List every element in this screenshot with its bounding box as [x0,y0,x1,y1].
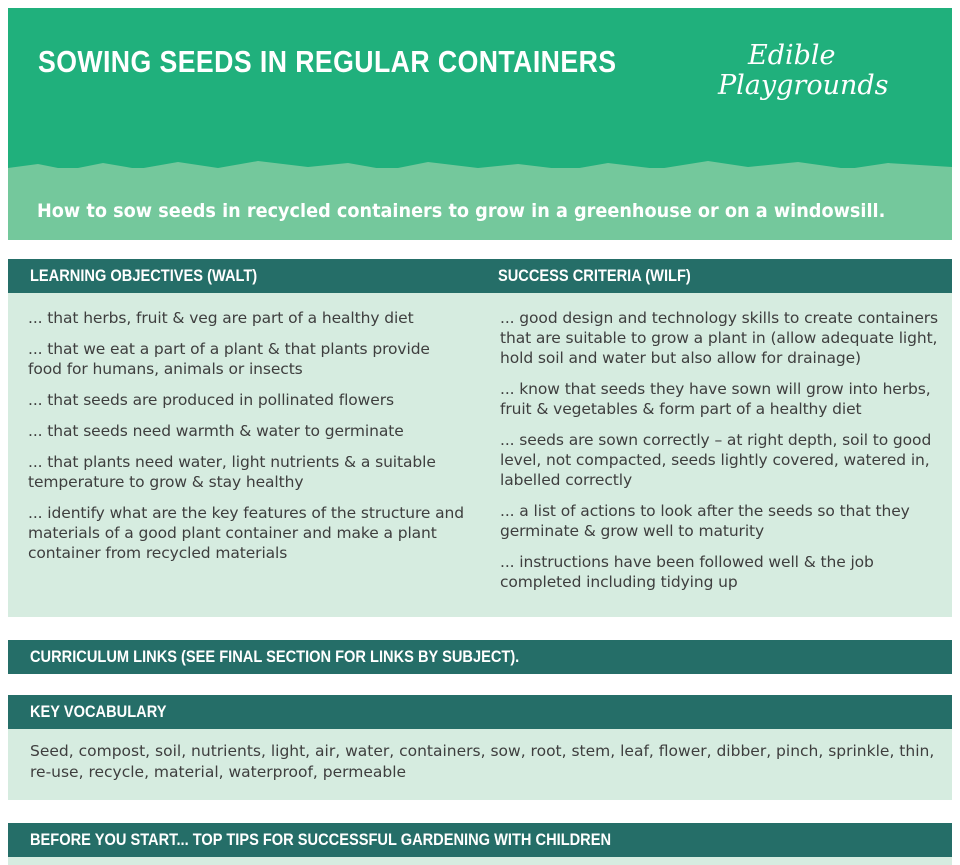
criteria-item: ... good design and technology skills to create containers that are suitable to grow a plant in (allow adequate light, hold soil and water but also allow for drainage) [500,309,939,367]
logo-line-1: Edible [748,40,836,71]
logo-line-2: Playgrounds [718,70,889,101]
top-tips-bar [8,823,952,857]
objective-item: ... that we eat a part of a plant & that plants provide food for humans, animals or insects [28,340,430,378]
success-criteria-heading: SUCCESS CRITERIA (WILF) [498,266,691,285]
key-vocabulary-bar [8,695,952,729]
learning-objectives-heading: LEARNING OBJECTIVES (WALT) [30,266,258,285]
objective-item: ... that seeds need warmth & water to germinate [28,422,404,440]
key-vocabulary-text: Seed, compost, soil, nutrients, light, air, water, containers, sow, root, stem, leaf, flower, dibber, pinch, sprinkle, thin, re-use, recycle, material, waterproof, permeable [30,742,935,781]
success-criteria-list [500,308,940,603]
objectives-panel [8,293,952,617]
curriculum-links-heading: CURRICULUM LINKS (SEE FINAL SECTION FOR LINKS BY SUBJECT). [30,647,520,666]
criteria-item: ... instructions have been followed well & the job completed including tidying up [500,553,874,591]
header-banner [8,8,952,240]
page-subtitle: How to sow seeds in recycled containers to grow in a greenhouse or on a windowsill. [37,200,886,222]
objective-item: ... that plants need water, light nutrients & a suitable temperature to grow & stay healthy [28,453,436,491]
key-vocabulary-panel [8,729,952,800]
torn-edge-decoration [8,148,952,188]
curriculum-links-bar [8,640,952,674]
criteria-item: ... seeds are sown correctly – at right depth, soil to good level, not compacted, seeds lightly covered, watered in, labelled correctly [500,431,932,489]
learning-objectives-list [28,308,468,574]
objective-item: ... identify what are the key features of the structure and materials of a good plant container and make a plant container from recycled materials [28,504,465,562]
criteria-item: ... know that seeds they have sown will grow into herbs, fruit & vegetables & form part of a healthy diet [500,380,931,418]
page-title: SOWING SEEDS IN REGULAR CONTAINERS [38,44,617,79]
objective-item: ... that herbs, fruit & veg are part of a healthy diet [28,309,414,327]
top-tips-heading: BEFORE YOU START... TOP TIPS FOR SUCCESSFUL GARDENING WITH CHILDREN [30,830,612,849]
objective-item: ... that seeds are produced in pollinated flowers [28,391,394,409]
objectives-heading-bar [8,259,952,293]
top-tips-panel [8,857,952,865]
key-vocabulary-heading: KEY VOCABULARY [30,702,167,721]
edible-playgrounds-logo [708,40,928,110]
criteria-item: ... a list of actions to look after the seeds so that they germinate & grow well to maturity [500,502,910,540]
